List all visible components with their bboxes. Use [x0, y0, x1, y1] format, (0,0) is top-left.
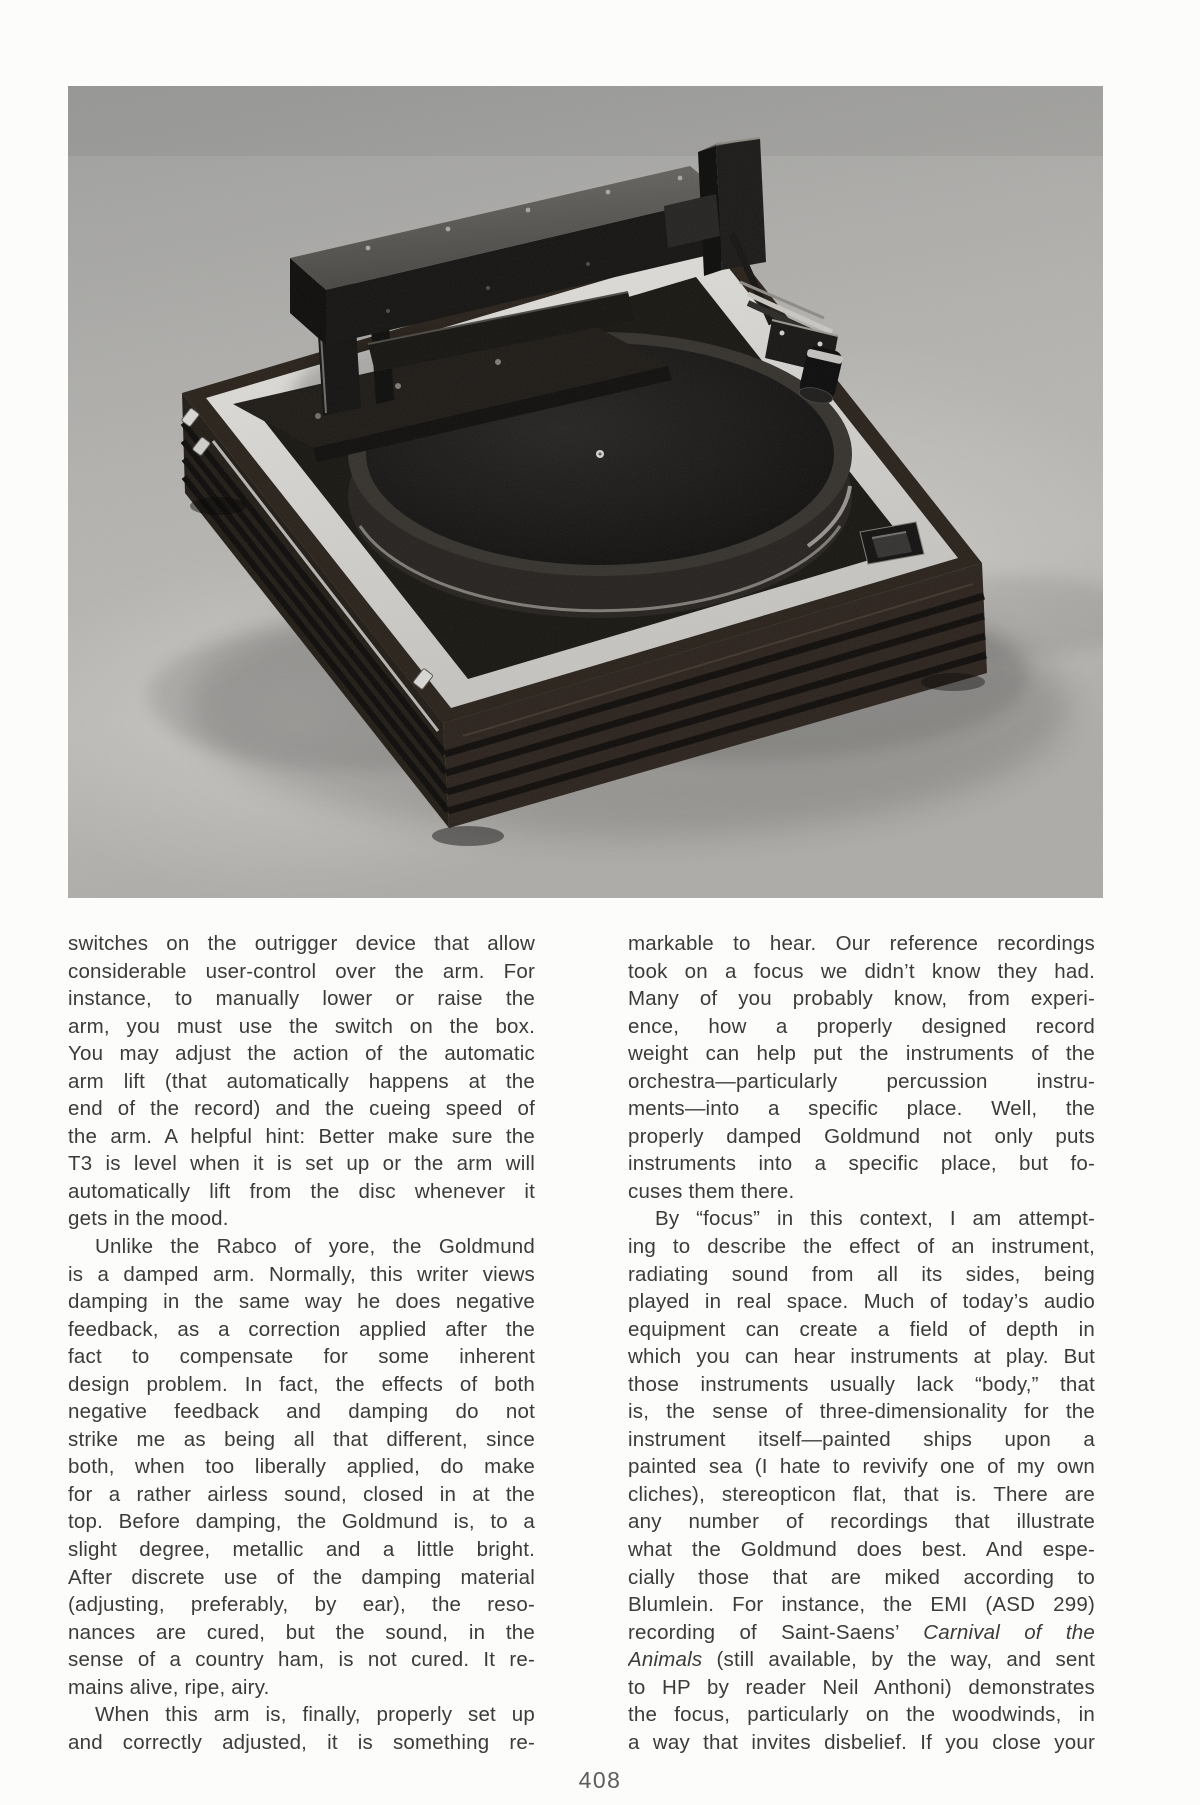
text-line: instance, to manually lower or raise the — [68, 987, 535, 1011]
text-line: switches on the outrigger device that allow — [68, 932, 535, 955]
text-line: After discrete use of the damping material — [68, 1565, 535, 1589]
text-line: Unlike the Rabco of yore, the Goldmund — [95, 1235, 535, 1259]
text-line: You may adjust the action of the automatic — [68, 1042, 535, 1066]
text-line: By “focus” in this context, I am attempt- — [655, 1207, 1095, 1231]
text-line: sense of a country ham, is not cured. It re- — [68, 1648, 535, 1672]
text-run: recording of Saint-Saens’ — [628, 1620, 924, 1644]
text-line: what the Goldmund does best. And espe- — [628, 1538, 1095, 1562]
text-line: those instruments usually lack “body,” that — [628, 1372, 1095, 1396]
text-line: to HP by reader Neil Anthoni) demonstrates — [628, 1675, 1095, 1699]
text-line: Blumlein. For instance, the EMI (ASD 299) — [628, 1593, 1095, 1617]
text-line: both, when too liberally applied, do make — [68, 1455, 535, 1479]
turntable-photo — [68, 86, 1103, 898]
text-line: and correctly adjusted, it is something re- — [68, 1730, 535, 1754]
text-line: (adjusting, preferably, by ear), the reso- — [68, 1593, 535, 1617]
text-column-right — [628, 930, 1095, 1756]
text-line: considerable user-control over the arm. For — [68, 959, 535, 983]
text-line: mains alive, ripe, airy. — [68, 1675, 270, 1699]
text-line: equipment can create a field of depth in — [628, 1317, 1095, 1341]
text-line: ing to describe the effect of an instrument, — [628, 1235, 1095, 1259]
text-line: T3 is level when it is set up or the arm will — [68, 1152, 535, 1176]
page-number: 408 — [578, 1767, 622, 1793]
text-line: markable to hear. Our reference recordings — [628, 932, 1095, 955]
text-line: strike me as being all that different, since — [68, 1427, 535, 1451]
text-line — [628, 1646, 1095, 1674]
text-line: arm, you must use the switch on the box. — [68, 1014, 535, 1038]
text-line: Many of you probably know, from experi- — [628, 987, 1095, 1011]
text-line: is a damped arm. Normally, this writer views — [68, 1262, 535, 1286]
text-line: played in real space. Much of today’s audio — [628, 1290, 1095, 1314]
text-line: which you can hear instruments at play. But — [628, 1345, 1095, 1369]
text-line: cliches), stereopticon flat, that is. There are — [628, 1482, 1095, 1506]
text-line: the focus, particularly on the woodwinds, in — [628, 1703, 1095, 1727]
text-line: slight degree, metallic and a little bright. — [68, 1538, 535, 1562]
text-line: feedback, as a correction applied after the — [68, 1317, 535, 1341]
text-column-left — [68, 930, 535, 1756]
text-line: took on a focus we didn’t know they had. — [628, 959, 1095, 983]
text-line: any number of recordings that illustrate — [628, 1510, 1095, 1534]
photo-grain — [68, 86, 1103, 898]
text-line: ence, how a properly designed record — [628, 1014, 1095, 1038]
text-line: automatically lift from the disc whenever it — [68, 1179, 535, 1203]
text-line: for a rather airless sound, closed in at the — [68, 1482, 535, 1506]
text-line: the arm. A helpful hint: Better make sure the — [68, 1124, 535, 1148]
album-title-italic: Carnival of the — [923, 1620, 1095, 1644]
text-line: ments—into a specific place. Well, the — [628, 1097, 1095, 1121]
text-line: cuses them there. — [628, 1179, 795, 1203]
text-run: (still available, by the way, and sent — [702, 1648, 1095, 1672]
text-line: cially those that are miked according to — [628, 1565, 1095, 1589]
text-line: radiating sound from all its sides, being — [628, 1262, 1095, 1286]
text-line: nances are cured, but the sound, in the — [68, 1620, 535, 1644]
text-line: When this arm is, finally, properly set up — [95, 1703, 535, 1727]
text-line: weight can help put the instruments of the — [628, 1042, 1095, 1066]
text-line: painted sea (I hate to revivify one of my own — [628, 1455, 1095, 1479]
text-line: gets in the mood. — [68, 1207, 229, 1231]
text-line: fact to compensate for some inherent — [68, 1345, 535, 1369]
text-line: negative feedback and damping do not — [68, 1400, 535, 1424]
text-line: orchestra—particularly percussion instru- — [628, 1069, 1095, 1093]
text-line: top. Before damping, the Goldmund is, to a — [68, 1510, 535, 1534]
text-line: design problem. In fact, the effects of both — [68, 1372, 535, 1396]
album-title-italic: Animals — [628, 1648, 703, 1672]
text-line: properly damped Goldmund not only puts — [628, 1124, 1095, 1148]
text-line: a way that invites disbelief. If you close your — [628, 1730, 1095, 1754]
text-line: end of the record) and the cueing speed of — [68, 1097, 535, 1121]
text-line: instruments into a specific place, but fo- — [628, 1152, 1095, 1176]
text-line: arm lift (that automatically happens at the — [68, 1069, 535, 1093]
text-line: is, the sense of three-dimensionality for the — [628, 1400, 1095, 1424]
text-line — [628, 1619, 1095, 1647]
text-line: instrument itself—painted ships upon a — [628, 1427, 1095, 1451]
text-line: damping in the same way he does negative — [68, 1290, 535, 1314]
